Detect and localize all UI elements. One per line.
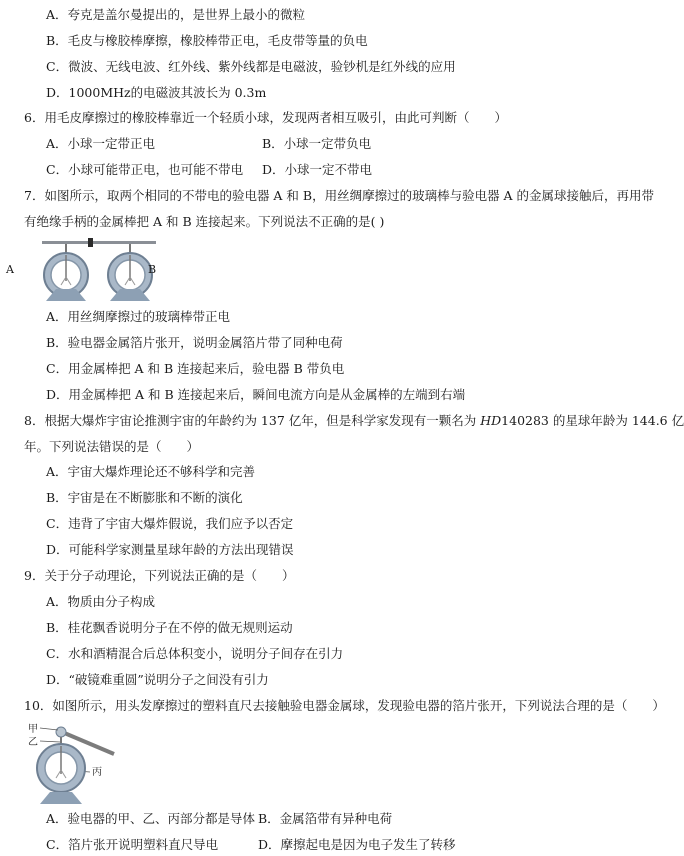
metal-ball — [56, 727, 66, 737]
fig-label-b: B — [148, 263, 157, 276]
q9-option-a: A．物质由分子构成 — [46, 594, 156, 609]
q7-option-a: A．用丝绸摩擦过的玻璃棒带正电 — [46, 309, 231, 324]
q6-option-c: C．小球可能带正电，也可能不带电 — [46, 162, 244, 177]
q10-stem: 10．如图所示，用头发摩擦过的塑料直尺去接触验电器金属球，发现验电器的箔片张开，下列说法合理的是（ ） — [24, 698, 665, 713]
q9-option-b: B．桂花飘香说明分子在不停的做无规则运动 — [46, 620, 293, 635]
q6-stem: 6．用毛皮摩擦过的橡胶棒靠近一个轻质小球，发现两者相互吸引，由此可判断（ ） — [24, 110, 507, 125]
q6-option-d: D．小球一定不带电 — [262, 162, 373, 177]
q8-stem-post: 140283 的星球年龄为 144.6 亿 — [501, 413, 684, 428]
q10-option-c: C．箔片张开说明塑料直尺导电 — [46, 837, 219, 852]
q7-option-b: B．验电器金属箔片张开，说明金属箔片带了同种电荷 — [46, 335, 343, 350]
insulating-handle — [88, 238, 93, 247]
q8-option-d: D．可能科学家测量星球年龄的方法出现错误 — [46, 542, 294, 557]
q5-option-b: B．毛皮与橡胶棒摩擦，橡胶棒带正电，毛皮带等量的负电 — [46, 33, 368, 48]
electroscope-a — [44, 244, 88, 301]
electroscope-b — [108, 244, 152, 301]
electroscope-ab-figure — [6, 237, 166, 303]
q8-stem-line2: 年。下列说法错误的是（ ） — [24, 439, 200, 454]
q8-stem-pre: 8．根据大爆炸宇宙论推测宇宙的年龄约为 137 亿年，但是科学家发现有一颗名为 — [24, 413, 481, 428]
q7-option-d: D．用金属棒把 A 和 B 连接起来后，瞬间电流方向是从金属棒的左端到右端 — [46, 387, 466, 402]
q8-option-b: B．宇宙是在不断膨胀和不断的演化 — [46, 490, 243, 505]
q9-option-d: D．“破镜难重圆”说明分子之间没有引力 — [46, 672, 269, 687]
fig-label-yi: 乙 — [28, 737, 38, 748]
q9-stem: 9．关于分子动理论，下列说法正确的是（ ） — [24, 568, 295, 583]
fig-label-bing: 丙 — [92, 767, 102, 778]
q10-option-a: A．验电器的甲、乙、丙部分都是导体 — [46, 811, 256, 826]
fig-label-jia: 甲 — [28, 724, 38, 735]
q5-option-d: D．1000MHz的电磁波其波长为 0.3m — [46, 85, 267, 100]
electroscope-ruler-figure — [28, 720, 128, 806]
q8-option-c: C．违背了宇宙大爆炸假说，我们应予以否定 — [46, 516, 294, 531]
fig-label-a: A — [6, 263, 14, 276]
q6-option-a: A．小球一定带正电 — [46, 136, 156, 151]
q10-option-d: D．摩擦起电是因为电子发生了转移 — [258, 837, 456, 852]
q8-option-a: A．宇宙大爆炸理论还不够科学和完善 — [46, 464, 256, 479]
q5-option-c: C．微波、无线电波、红外线、紫外线都是电磁波，验钞机是红外线的应用 — [46, 59, 456, 74]
q8-stem-line1 — [24, 412, 684, 430]
q6-option-b: B．小球一定带负电 — [262, 136, 372, 151]
q7-stem-line2: 有绝缘手柄的金属棒把 A 和 B 连接起来。下列说法不正确的是( ) — [24, 214, 385, 229]
q5-option-a: A．夸克是盖尔曼提出的，是世界上最小的微粒 — [46, 7, 306, 22]
q9-option-c: C．水和酒精混合后总体积变小，说明分子间存在引力 — [46, 646, 344, 661]
q8-stem-star-name: HD — [480, 413, 502, 428]
q7-option-c: C．用金属棒把 A 和 B 连接起来后，验电器 B 带负电 — [46, 361, 345, 376]
metal-rod — [42, 241, 156, 244]
q7-stem-line1: 7．如图所示，取两个相同的不带电的验电器 A 和 B，用丝绸摩擦过的玻璃棒与验电器 A 的金属球接触后，再用带 — [24, 188, 655, 203]
q10-option-b: B．金属箔带有异种电荷 — [258, 811, 393, 826]
